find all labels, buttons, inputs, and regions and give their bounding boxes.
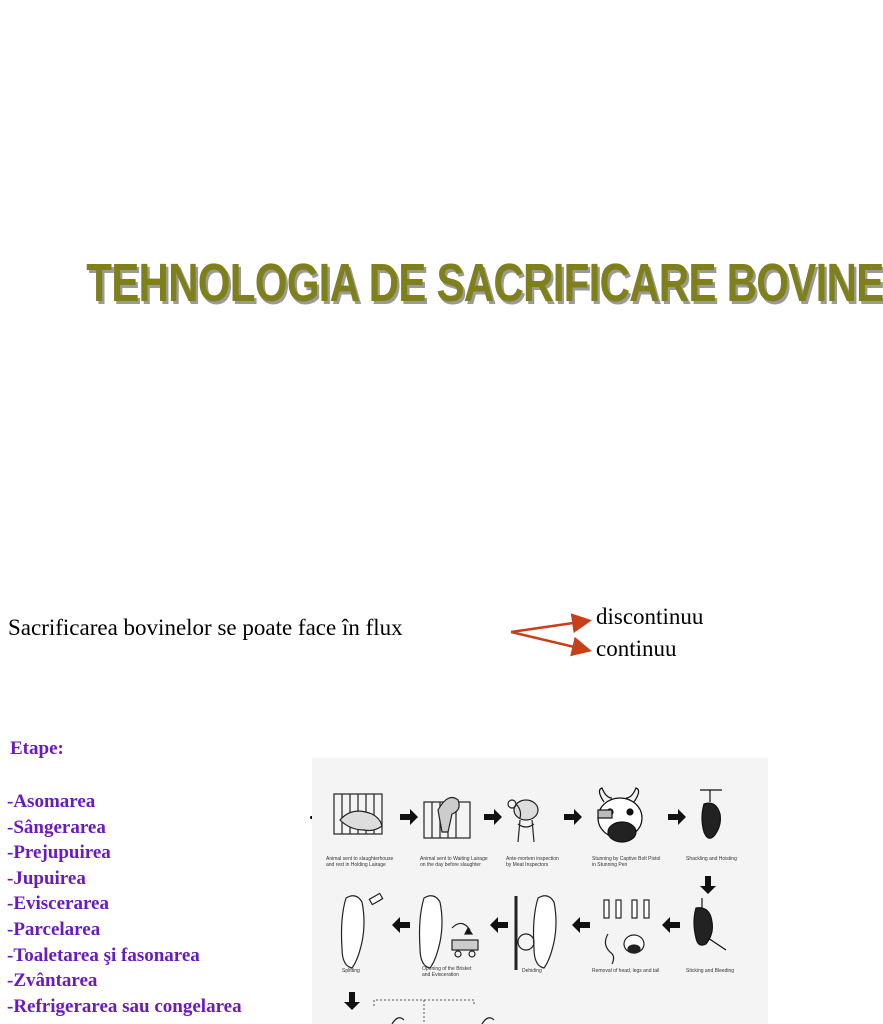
arrow-left-icon xyxy=(490,917,508,933)
split-carcass-icon xyxy=(342,893,383,968)
stage-caption: Splitting xyxy=(342,968,360,974)
arrow-left-icon xyxy=(392,917,410,933)
step-item: -Toaletarea şi fasonarea xyxy=(7,944,200,966)
arrow-left-icon xyxy=(662,917,680,933)
step-item: -Prejupuirea xyxy=(7,842,111,864)
etape-heading: Etape: xyxy=(10,738,64,759)
stage-caption: and Evisceration xyxy=(422,972,459,978)
step-item: -Eviscerarea xyxy=(7,893,109,915)
waiting-pen-icon xyxy=(424,798,470,838)
carcass-part-icon xyxy=(392,1018,494,1024)
stage-caption: Shackling and Hoisting xyxy=(686,856,737,862)
holding-pen-icon xyxy=(334,794,382,834)
arrow-right-icon xyxy=(400,809,418,825)
stage-caption: in Stunning Pen xyxy=(592,862,628,868)
dehiding-icon xyxy=(516,896,556,970)
step-item: -Zvântarea xyxy=(7,970,98,992)
stage-caption: Opening of the Brisket xyxy=(422,966,472,972)
shackling-icon xyxy=(700,790,722,838)
step-item: -Parcelarea xyxy=(7,918,101,940)
process-illustration xyxy=(312,758,768,1024)
stage-caption: Stunning by Captive Bolt Pistol xyxy=(592,856,661,862)
stage-caption: and rest in Holding Lairage xyxy=(326,862,386,868)
arrow-down-icon xyxy=(700,876,716,894)
stage-caption: Sticking and Bleeding xyxy=(686,968,735,974)
inspection-cow-icon xyxy=(508,800,538,842)
curved-arrow-icon xyxy=(465,928,472,934)
bracket-line xyxy=(374,1000,474,1024)
slaughter-process-diagram xyxy=(312,758,768,1024)
stage-caption: Removal of head, legs and tail xyxy=(592,968,660,974)
stunning-cow-icon xyxy=(598,788,642,842)
arrow-down-icon xyxy=(344,992,360,1010)
step-item: -Sângerarea xyxy=(7,816,106,838)
stage-caption: by Meat Inspectors xyxy=(506,862,549,868)
arrow-left-icon xyxy=(572,917,590,933)
head-legs-tail-icon xyxy=(604,900,649,964)
option-continuu: continuu xyxy=(596,636,677,661)
step-item: -Refrigerarea sau congelarea xyxy=(7,995,242,1017)
steps-list xyxy=(7,789,242,1019)
evisceration-icon xyxy=(420,896,479,968)
arrow-right-icon xyxy=(668,809,686,825)
arrow-right-icon xyxy=(564,809,582,825)
stage-caption: Dehiding xyxy=(522,968,542,974)
branch-arrows-icon xyxy=(505,612,600,662)
step-item: -Asomarea xyxy=(7,791,96,812)
step-item: -Jupuirea xyxy=(7,867,86,889)
stage-caption: Animal sent to slaughterhouse xyxy=(326,856,394,862)
intro-text: Sacrificarea bovinelor se poate face în flux xyxy=(8,615,403,640)
stage-caption: Animal sent to Waiting Lairage xyxy=(420,856,488,862)
arrow-right-icon xyxy=(484,809,502,825)
stage-caption: on the day before slaughter xyxy=(420,862,481,868)
stage-caption: Ante-mortem inspection xyxy=(506,856,559,862)
option-discontinuu: discontinuu xyxy=(596,604,704,629)
slide-title: TEHNOLOGIA DE SACRIFICARE BOVINE xyxy=(86,253,883,313)
bleeding-icon xyxy=(694,898,726,950)
